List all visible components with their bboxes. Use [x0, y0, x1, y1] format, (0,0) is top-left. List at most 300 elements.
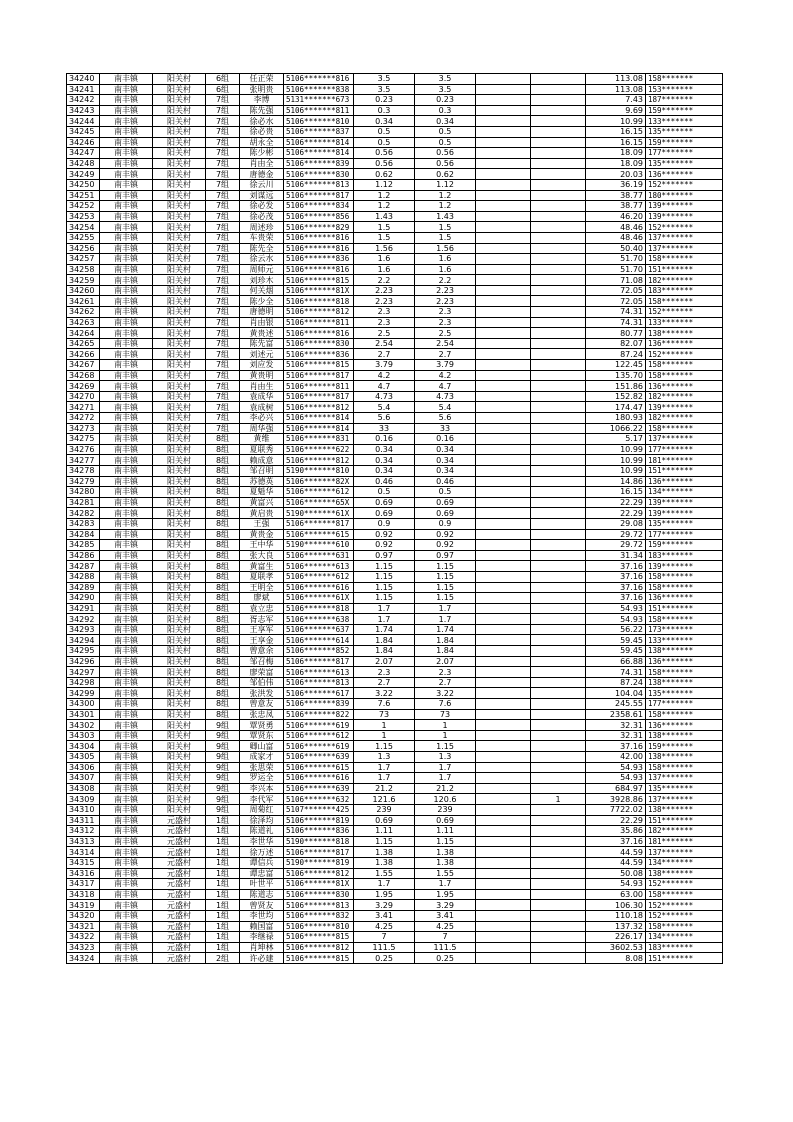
amount-cell: 174.47: [586, 402, 646, 413]
row-number-cell: 34319: [67, 900, 100, 911]
extra-cell-2: [531, 508, 586, 519]
name-cell: 李世均: [240, 910, 284, 921]
row-number-cell: 34282: [67, 508, 100, 519]
phone-cell: 158*******: [646, 889, 723, 900]
table-row: [67, 349, 723, 360]
extra-cell-1: [476, 338, 531, 349]
area-cell: 5.6: [354, 413, 415, 424]
amount-cell: 44.59: [586, 857, 646, 868]
area-confirmed-cell: 0.56: [415, 148, 476, 159]
row-number-cell: 34290: [67, 593, 100, 604]
extra-cell-1: [476, 349, 531, 360]
town-cell: 南丰镇: [100, 571, 153, 582]
id-number-cell: 5106*******839: [284, 699, 354, 710]
village-cell: 阳关村: [153, 105, 206, 116]
village-cell: 阳关村: [153, 211, 206, 222]
extra-cell-1: [476, 169, 531, 180]
village-cell: 阳关村: [153, 667, 206, 678]
phone-cell: 138*******: [646, 328, 723, 339]
table-body: [67, 74, 723, 964]
phone-cell: 152*******: [646, 307, 723, 318]
id-number-cell: 5106*******613: [284, 667, 354, 678]
extra-cell-1: [476, 752, 531, 763]
area-cell: 2.23: [354, 285, 415, 296]
id-number-cell: 5190*******810: [284, 465, 354, 476]
extra-cell-2: [531, 105, 586, 116]
id-number-cell: 5106*******615: [284, 762, 354, 773]
id-number-cell: 5106*******834: [284, 201, 354, 212]
row-number-cell: 34275: [67, 434, 100, 445]
id-number-cell: 5106*******816: [284, 243, 354, 254]
town-cell: 南丰镇: [100, 804, 153, 815]
id-number-cell: 5106*******816: [284, 264, 354, 275]
town-cell: 南丰镇: [100, 497, 153, 508]
table-row: [67, 264, 723, 275]
amount-cell: 51.70: [586, 264, 646, 275]
extra-cell-1: [476, 455, 531, 466]
group-cell: 7组: [206, 349, 240, 360]
village-cell: 阳关村: [153, 677, 206, 688]
extra-cell-2: [531, 741, 586, 752]
area-cell: 2.07: [354, 656, 415, 667]
town-cell: 南丰镇: [100, 561, 153, 572]
town-cell: 南丰镇: [100, 148, 153, 159]
extra-cell-1: [476, 847, 531, 858]
extra-cell-2: [531, 476, 586, 487]
phone-cell: 152*******: [646, 879, 723, 890]
row-number-cell: 34256: [67, 243, 100, 254]
area-cell: 0.34: [354, 465, 415, 476]
village-cell: 元盛村: [153, 847, 206, 858]
extra-cell-1: [476, 773, 531, 784]
table-row: [67, 614, 723, 625]
town-cell: 南丰镇: [100, 243, 153, 254]
town-cell: 南丰镇: [100, 201, 153, 212]
extra-cell-2: [531, 201, 586, 212]
village-cell: 元盛村: [153, 868, 206, 879]
extra-cell-1: [476, 910, 531, 921]
area-confirmed-cell: 1: [415, 720, 476, 731]
table-row: [67, 211, 723, 222]
name-cell: 许必建: [240, 953, 284, 964]
group-cell: 7组: [206, 243, 240, 254]
id-number-cell: 5106*******831: [284, 434, 354, 445]
row-number-cell: 34307: [67, 773, 100, 784]
extra-cell-2: [531, 84, 586, 95]
phone-cell: 136*******: [646, 476, 723, 487]
town-cell: 南丰镇: [100, 349, 153, 360]
phone-cell: 158*******: [646, 74, 723, 85]
extra-cell-2: [531, 296, 586, 307]
phone-cell: 136*******: [646, 169, 723, 180]
town-cell: 南丰镇: [100, 826, 153, 837]
row-number-cell: 34272: [67, 413, 100, 424]
id-number-cell: 5106*******813: [284, 677, 354, 688]
id-number-cell: 5106*******638: [284, 614, 354, 625]
village-cell: 阳关村: [153, 222, 206, 233]
area-confirmed-cell: 5.6: [415, 413, 476, 424]
town-cell: 南丰镇: [100, 815, 153, 826]
name-cell: 陈少全: [240, 296, 284, 307]
area-cell: 7: [354, 932, 415, 943]
table-row: [67, 794, 723, 805]
id-number-cell: 5106*******822: [284, 709, 354, 720]
extra-cell-1: [476, 762, 531, 773]
row-number-cell: 34267: [67, 360, 100, 371]
name-cell: 叶世平: [240, 879, 284, 890]
village-cell: 阳关村: [153, 794, 206, 805]
group-cell: 8组: [206, 614, 240, 625]
phone-cell: 137*******: [646, 434, 723, 445]
phone-cell: 158*******: [646, 762, 723, 773]
id-number-cell: 5131*******673: [284, 95, 354, 106]
row-number-cell: 34268: [67, 370, 100, 381]
village-cell: 阳关村: [153, 720, 206, 731]
village-cell: 阳关村: [153, 550, 206, 561]
row-number-cell: 34295: [67, 646, 100, 657]
table-row: [67, 762, 723, 773]
phone-cell: 158*******: [646, 921, 723, 932]
id-number-cell: 5106*******812: [284, 307, 354, 318]
area-cell: 4.2: [354, 370, 415, 381]
table-row: [67, 720, 723, 731]
extra-cell-1: [476, 635, 531, 646]
phone-cell: 159*******: [646, 540, 723, 551]
id-number-cell: 5106*******830: [284, 889, 354, 900]
amount-cell: 80.77: [586, 328, 646, 339]
extra-cell-2: [531, 836, 586, 847]
phone-cell: 158*******: [646, 709, 723, 720]
table-row: [67, 889, 723, 900]
table-row: [67, 571, 723, 582]
extra-cell-2: [531, 773, 586, 784]
town-cell: 南丰镇: [100, 211, 153, 222]
extra-cell-1: [476, 836, 531, 847]
row-number-cell: 34288: [67, 571, 100, 582]
area-confirmed-cell: 0.34: [415, 455, 476, 466]
row-number-cell: 34289: [67, 582, 100, 593]
name-cell: 陈道礼: [240, 826, 284, 837]
village-cell: 阳关村: [153, 465, 206, 476]
village-cell: 阳关村: [153, 730, 206, 741]
name-cell: 陈少彬: [240, 148, 284, 159]
area-confirmed-cell: 0.69: [415, 497, 476, 508]
extra-cell-1: [476, 614, 531, 625]
name-cell: 李代军: [240, 794, 284, 805]
id-number-cell: 5190*******610: [284, 540, 354, 551]
area-confirmed-cell: 0.97: [415, 550, 476, 561]
name-cell: 邹召梅: [240, 656, 284, 667]
area-cell: 1.5: [354, 232, 415, 243]
town-cell: 南丰镇: [100, 783, 153, 794]
id-number-cell: 5106*******817: [284, 847, 354, 858]
group-cell: 1组: [206, 921, 240, 932]
name-cell: 张洪发: [240, 688, 284, 699]
name-cell: 夏联秀: [240, 444, 284, 455]
village-cell: 阳关村: [153, 571, 206, 582]
row-number-cell: 34266: [67, 349, 100, 360]
id-number-cell: 5106*******811: [284, 105, 354, 116]
village-cell: 元盛村: [153, 910, 206, 921]
phone-cell: 151*******: [646, 603, 723, 614]
row-number-cell: 34261: [67, 296, 100, 307]
name-cell: 邹伯伟: [240, 677, 284, 688]
area-confirmed-cell: 4.2: [415, 370, 476, 381]
row-number-cell: 34242: [67, 95, 100, 106]
village-cell: 元盛村: [153, 879, 206, 890]
name-cell: 陈先富: [240, 338, 284, 349]
row-number-cell: 34287: [67, 561, 100, 572]
id-number-cell: 5106*******817: [284, 518, 354, 529]
name-cell: 周师元: [240, 264, 284, 275]
town-cell: 南丰镇: [100, 614, 153, 625]
area-cell: 0.56: [354, 158, 415, 169]
area-confirmed-cell: 1.7: [415, 879, 476, 890]
amount-cell: 48.46: [586, 232, 646, 243]
phone-cell: 182*******: [646, 826, 723, 837]
extra-cell-2: [531, 190, 586, 201]
group-cell: 8组: [206, 476, 240, 487]
town-cell: 南丰镇: [100, 126, 153, 137]
row-number-cell: 34255: [67, 232, 100, 243]
id-number-cell: 5106*******817: [284, 391, 354, 402]
extra-cell-2: [531, 148, 586, 159]
phone-cell: 135*******: [646, 518, 723, 529]
town-cell: 南丰镇: [100, 232, 153, 243]
phone-cell: 136*******: [646, 593, 723, 604]
id-number-cell: 5106*******815: [284, 932, 354, 943]
group-cell: 9组: [206, 773, 240, 784]
name-cell: 黄启贵: [240, 508, 284, 519]
extra-cell-2: [531, 360, 586, 371]
name-cell: 徐必贵: [240, 126, 284, 137]
area-confirmed-cell: 3.79: [415, 360, 476, 371]
village-cell: 阳关村: [153, 783, 206, 794]
group-cell: 2组: [206, 953, 240, 964]
extra-cell-2: [531, 656, 586, 667]
extra-cell-2: [531, 550, 586, 561]
extra-cell-1: [476, 593, 531, 604]
group-cell: 8组: [206, 699, 240, 710]
group-cell: 8组: [206, 434, 240, 445]
extra-cell-2: [531, 243, 586, 254]
extra-cell-1: [476, 402, 531, 413]
village-cell: 阳关村: [153, 360, 206, 371]
name-cell: 张思荣: [240, 762, 284, 773]
extra-cell-2: [531, 815, 586, 826]
extra-cell-1: [476, 243, 531, 254]
table-row: [67, 169, 723, 180]
town-cell: 南丰镇: [100, 317, 153, 328]
id-number-cell: 5106*******830: [284, 169, 354, 180]
amount-cell: 38.77: [586, 190, 646, 201]
group-cell: 7组: [206, 254, 240, 265]
extra-cell-1: [476, 476, 531, 487]
village-cell: 阳关村: [153, 646, 206, 657]
area-confirmed-cell: 7: [415, 932, 476, 943]
name-cell: 王享金: [240, 635, 284, 646]
extra-cell-1: [476, 264, 531, 275]
amount-cell: 42.00: [586, 752, 646, 763]
id-number-cell: 5106*******615: [284, 529, 354, 540]
village-cell: 阳关村: [153, 688, 206, 699]
group-cell: 8组: [206, 497, 240, 508]
area-cell: 1.95: [354, 889, 415, 900]
row-number-cell: 34308: [67, 783, 100, 794]
town-cell: 南丰镇: [100, 465, 153, 476]
amount-cell: 18.09: [586, 148, 646, 159]
village-cell: 阳关村: [153, 232, 206, 243]
village-cell: 元盛村: [153, 900, 206, 911]
extra-cell-2: [531, 307, 586, 318]
town-cell: 南丰镇: [100, 593, 153, 604]
group-cell: 7组: [206, 338, 240, 349]
amount-cell: 29.72: [586, 540, 646, 551]
extra-cell-1: [476, 582, 531, 593]
row-number-cell: 34277: [67, 455, 100, 466]
extra-cell-1: [476, 656, 531, 667]
group-cell: 7组: [206, 126, 240, 137]
area-confirmed-cell: 0.34: [415, 116, 476, 127]
town-cell: 南丰镇: [100, 794, 153, 805]
town-cell: 南丰镇: [100, 900, 153, 911]
extra-cell-2: [531, 328, 586, 339]
area-cell: 0.3: [354, 105, 415, 116]
name-cell: 曾意友: [240, 699, 284, 710]
table-row: [67, 624, 723, 635]
table-row: [67, 921, 723, 932]
group-cell: 1组: [206, 815, 240, 826]
name-cell: 胡永全: [240, 137, 284, 148]
area-cell: 3.79: [354, 360, 415, 371]
group-cell: 9组: [206, 730, 240, 741]
amount-cell: 14.86: [586, 476, 646, 487]
extra-cell-2: [531, 169, 586, 180]
name-cell: 罗运全: [240, 773, 284, 784]
id-number-cell: 5106*******815: [284, 953, 354, 964]
row-number-cell: 34296: [67, 656, 100, 667]
village-cell: 阳关村: [153, 413, 206, 424]
town-cell: 南丰镇: [100, 889, 153, 900]
row-number-cell: 34263: [67, 317, 100, 328]
row-number-cell: 34253: [67, 211, 100, 222]
area-cell: 4.7: [354, 381, 415, 392]
id-number-cell: 5106*******852: [284, 646, 354, 657]
village-cell: 阳关村: [153, 317, 206, 328]
village-cell: 阳关村: [153, 762, 206, 773]
area-cell: 1.15: [354, 836, 415, 847]
area-cell: 1.74: [354, 624, 415, 635]
phone-cell: 152*******: [646, 222, 723, 233]
extra-cell-2: [531, 137, 586, 148]
row-number-cell: 34283: [67, 518, 100, 529]
id-number-cell: 5106*******637: [284, 624, 354, 635]
area-confirmed-cell: 1.7: [415, 603, 476, 614]
area-cell: 0.92: [354, 540, 415, 551]
amount-cell: 72.05: [586, 296, 646, 307]
group-cell: 7组: [206, 232, 240, 243]
amount-cell: 10.99: [586, 444, 646, 455]
group-cell: 7组: [206, 423, 240, 434]
id-number-cell: 5106*******816: [284, 328, 354, 339]
town-cell: 南丰镇: [100, 381, 153, 392]
group-cell: 7组: [206, 116, 240, 127]
phone-cell: 158*******: [646, 423, 723, 434]
id-number-cell: 5106*******614: [284, 635, 354, 646]
phone-cell: 181*******: [646, 455, 723, 466]
extra-cell-1: [476, 391, 531, 402]
village-cell: 阳关村: [153, 455, 206, 466]
village-cell: 阳关村: [153, 529, 206, 540]
group-cell: 8组: [206, 455, 240, 466]
group-cell: 7组: [206, 381, 240, 392]
phone-cell: 151*******: [646, 815, 723, 826]
area-confirmed-cell: 3.29: [415, 900, 476, 911]
village-cell: 阳关村: [153, 179, 206, 190]
amount-cell: 54.93: [586, 614, 646, 625]
area-cell: 1: [354, 720, 415, 731]
table-row: [67, 730, 723, 741]
village-cell: 阳关村: [153, 423, 206, 434]
area-cell: 111.5: [354, 942, 415, 953]
village-cell: 元盛村: [153, 889, 206, 900]
village-cell: 阳关村: [153, 381, 206, 392]
town-cell: 南丰镇: [100, 508, 153, 519]
group-cell: 8组: [206, 603, 240, 614]
extra-cell-1: [476, 465, 531, 476]
town-cell: 南丰镇: [100, 95, 153, 106]
extra-cell-1: [476, 275, 531, 286]
area-cell: 4.25: [354, 921, 415, 932]
amount-cell: 74.31: [586, 307, 646, 318]
phone-cell: 177*******: [646, 699, 723, 710]
area-confirmed-cell: 0.23: [415, 95, 476, 106]
table-row: [67, 942, 723, 953]
phone-cell: 151*******: [646, 264, 723, 275]
area-confirmed-cell: 2.7: [415, 677, 476, 688]
extra-cell-1: [476, 497, 531, 508]
name-cell: 车贵荣: [240, 232, 284, 243]
name-cell: 刘应发: [240, 360, 284, 371]
village-cell: 阳关村: [153, 391, 206, 402]
town-cell: 南丰镇: [100, 190, 153, 201]
area-cell: 2.2: [354, 275, 415, 286]
name-cell: 周华强: [240, 423, 284, 434]
group-cell: 8组: [206, 487, 240, 498]
name-cell: 覃贤勇: [240, 720, 284, 731]
area-confirmed-cell: 1.38: [415, 857, 476, 868]
name-cell: 李世华: [240, 836, 284, 847]
village-cell: 阳关村: [153, 476, 206, 487]
extra-cell-1: [476, 646, 531, 657]
area-confirmed-cell: 2.3: [415, 317, 476, 328]
village-cell: 阳关村: [153, 656, 206, 667]
name-cell: 周述珍: [240, 222, 284, 233]
village-cell: 阳关村: [153, 434, 206, 445]
amount-cell: 22.29: [586, 508, 646, 519]
area-confirmed-cell: 1.43: [415, 211, 476, 222]
name-cell: 肖坤林: [240, 942, 284, 953]
row-number-cell: 34315: [67, 857, 100, 868]
town-cell: 南丰镇: [100, 624, 153, 635]
area-confirmed-cell: 1.56: [415, 243, 476, 254]
name-cell: 黄贵明: [240, 370, 284, 381]
extra-cell-1: [476, 190, 531, 201]
id-number-cell: 5106*******619: [284, 741, 354, 752]
table-row: [67, 296, 723, 307]
area-confirmed-cell: 0.5: [415, 137, 476, 148]
extra-cell-2: [531, 752, 586, 763]
